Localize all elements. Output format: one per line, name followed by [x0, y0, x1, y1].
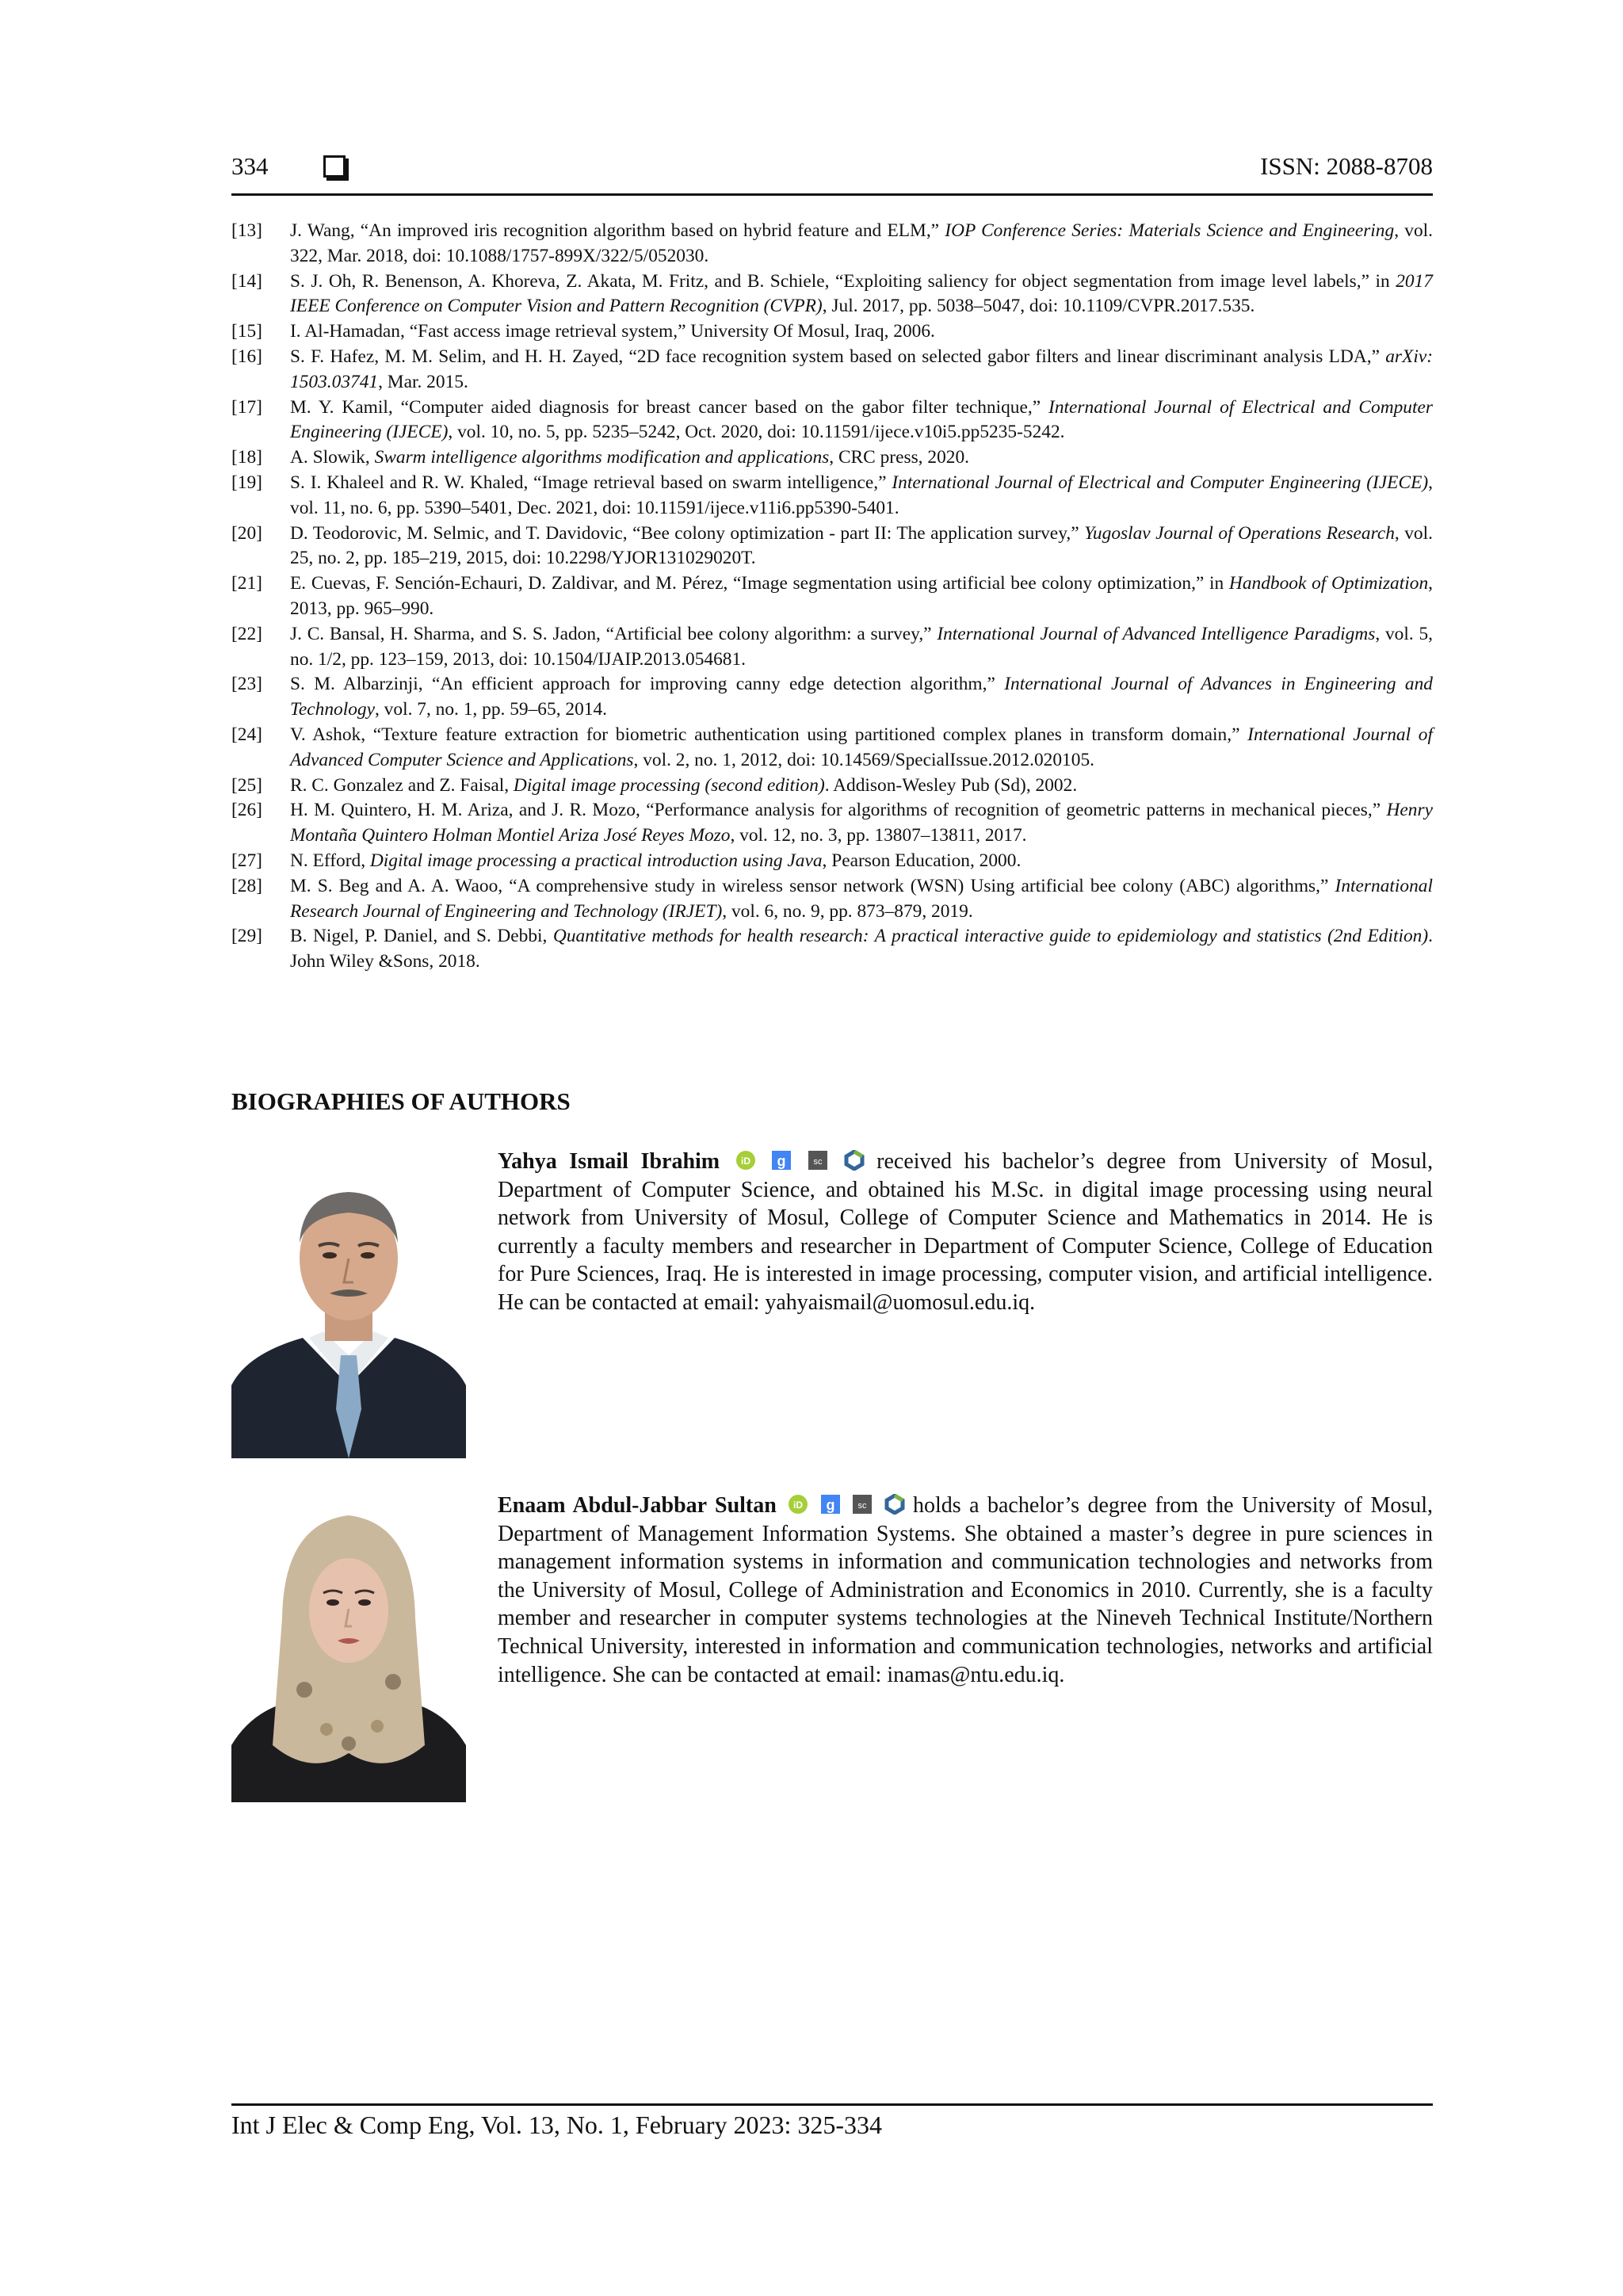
reference-text	[290, 672, 1433, 723]
issn-label: ISSN: 2088-8708	[1260, 152, 1433, 180]
page-footer: Int J Elec & Comp Eng, Vol. 13, No. 1, February 2023: 325-334	[231, 2103, 1433, 2140]
publons-icon[interactable]	[844, 1150, 865, 1171]
reference-number: [22]	[231, 623, 262, 644]
reference-segment: M. Y. Kamil, “Computer aided diagnosis for breast cancer based on the gabor filter technique,”	[290, 396, 1049, 418]
reference-segment: , vol. 6, no. 9, pp. 873–879, 2019.	[722, 900, 973, 922]
reference-segment: H. M. Quintero, H. M. Ariza, and J. R. Mozo, “Performance analysis for algorithms of recognition of geometric patterns in mechanical pieces,”	[290, 800, 1387, 821]
reference-text	[290, 319, 1433, 345]
reference-segment: . Addison-Wesley Pub (Sd), 2002.	[824, 774, 1078, 796]
reference-number: [29]	[231, 926, 262, 947]
svg-text:sc: sc	[857, 1501, 867, 1511]
reference-number: [25]	[231, 774, 262, 796]
reference-item	[231, 874, 1433, 925]
reference-segment: . John Wiley &Sons, 2018.	[290, 926, 1434, 972]
reference-number: [15]	[231, 321, 262, 342]
reference-italic-segment: 2017 IEEE Conference on Computer Vision and Pattern Recognition (CVPR)	[290, 270, 1433, 317]
reference-number: [27]	[231, 850, 262, 871]
reference-number: [23]	[231, 674, 262, 695]
reference-italic-segment: Henry Montaña Quintero Holman Montiel Ariza José Reyes Mozo	[290, 800, 1433, 846]
reference-item	[231, 471, 1433, 521]
reference-item	[231, 672, 1433, 723]
reference-item	[231, 924, 1433, 975]
reference-item	[231, 445, 1433, 471]
reference-segment: J. Wang, “An improved iris recognition algorithm based on hybrid feature and ELM,”	[290, 220, 945, 241]
reference-italic-segment: International Journal of Electrical and Computer Engineering (IJECE)	[290, 396, 1433, 443]
author-name-2: Enaam Abdul-Jabbar Sultan	[498, 1493, 777, 1518]
reference-segment: E. Cuevas, F. Sención-Echauri, D. Zaldivar, and M. Pérez, “Image segmentation using artificial bee colony optimization,” in	[290, 573, 1229, 594]
author-bio-2	[231, 1492, 1433, 1802]
reference-segment: S. F. Hafez, M. M. Selim, and H. H. Zayed, “2D face recognition system based on selected gabor filters and linear discriminant analysis LDA,”	[290, 346, 1386, 367]
reference-italic-segment: International Journal of Advanced Computer Science and Applications	[290, 724, 1433, 770]
reference-italic-segment: International Journal of Electrical and Computer Engineering (IJECE)	[892, 472, 1429, 493]
reference-segment: , vol. 25, no. 2, pp. 185–219, 2015, doi: 10.2298/YJOR131029020T.	[290, 522, 1433, 569]
reference-segment: R. C. Gonzalez and Z. Faisal,	[290, 774, 514, 796]
biographies-heading: BIOGRAPHIES OF AUTHORS	[231, 1087, 571, 1115]
reference-text	[290, 219, 1433, 269]
author-name-1: Yahya Ismail Ibrahim	[498, 1149, 720, 1174]
reference-item	[231, 345, 1433, 395]
scopus-icon[interactable]	[808, 1150, 828, 1171]
reference-segment: , CRC press, 2020.	[829, 447, 970, 468]
reference-italic-segment: Digital image processing a practical introduction using Java	[369, 850, 823, 871]
reference-segment: , vol. 2, no. 1, 2012, doi: 10.14569/SpecialIssue.2012.020105.	[633, 749, 1094, 770]
reference-text	[290, 395, 1433, 446]
reference-segment: S. I. Khaleel and R. W. Khaled, “Image retrieval based on swarm intelligence,”	[290, 472, 892, 493]
reference-item	[231, 521, 1433, 572]
reference-segment: S. J. Oh, R. Benenson, A. Khoreva, Z. Akata, M. Fritz, and B. Schiele, “Exploiting saliency for object segmentation from image level labels,” in	[290, 270, 1396, 292]
reference-segment: , Mar. 2015.	[378, 371, 468, 392]
reference-number: [20]	[231, 522, 262, 544]
reference-text	[290, 849, 1433, 874]
author-bio-text-2	[498, 1492, 1433, 1689]
reference-text	[290, 723, 1433, 774]
author-bio-text-1	[498, 1148, 1433, 1317]
author-photo-2	[231, 1492, 466, 1802]
page-header	[231, 152, 1433, 196]
reference-text	[290, 798, 1433, 849]
page-number: 334	[231, 152, 269, 180]
reference-segment: B. Nigel, P. Daniel, and S. Debbi,	[290, 926, 553, 947]
reference-segment: , Jul. 2017, pp. 5038–5047, doi: 10.1109/CVPR.2017.535.	[822, 296, 1255, 317]
reference-text	[290, 445, 1433, 471]
reference-italic-segment: Quantitative methods for health research: A practical interactive guide to epidemiology and statistics (2nd Edition)	[552, 926, 1429, 947]
reference-text	[290, 471, 1433, 521]
reference-number: [24]	[231, 724, 262, 745]
svg-text:sc: sc	[813, 1157, 823, 1167]
svg-text:iD: iD	[740, 1156, 750, 1167]
publons-icon[interactable]	[884, 1494, 905, 1515]
reference-segment: , vol. 7, no. 1, pp. 59–65, 2014.	[374, 699, 608, 720]
reference-text	[290, 924, 1433, 975]
reference-segment: , vol. 11, no. 6, pp. 5390–5401, Dec. 2021, doi: 10.11591/ijece.v11i6.pp5390-5401.	[290, 472, 1434, 518]
reference-number: [14]	[231, 270, 262, 292]
reference-segment: , vol. 322, Mar. 2018, doi: 10.1088/1757-899X/322/5/052030.	[290, 220, 1434, 266]
scopus-icon[interactable]	[852, 1494, 873, 1515]
reference-item	[231, 622, 1433, 673]
reference-number: [13]	[231, 220, 262, 241]
reference-segment: , vol. 10, no. 5, pp. 5235–5242, Oct. 2020, doi: 10.11591/ijece.v10i5.pp5235-5242.	[448, 422, 1065, 443]
reference-item	[231, 269, 1433, 320]
reference-italic-segment: Swarm intelligence algorithms modification and applications	[374, 447, 830, 468]
author-photo-1	[231, 1148, 466, 1458]
reference-segment: V. Ashok, “Texture feature extraction for biometric authentication using partitioned complex planes in transform domain,”	[290, 724, 1248, 745]
reference-item	[231, 774, 1433, 799]
reference-item	[231, 798, 1433, 849]
svg-text:g: g	[777, 1153, 786, 1169]
reference-text	[290, 345, 1433, 395]
reference-list	[231, 219, 1433, 975]
reference-text	[290, 571, 1433, 622]
reference-segment: N. Efford,	[290, 850, 370, 871]
reference-segment: J. C. Bansal, H. Sharma, and S. S. Jadon, “Artificial bee colony algorithm: a survey,”	[290, 623, 938, 644]
reference-item	[231, 849, 1433, 874]
reference-number: [18]	[231, 447, 262, 468]
reference-text	[290, 521, 1433, 572]
svg-text:g: g	[826, 1497, 835, 1513]
reference-italic-segment: IOP Conference Series: Materials Science and Engineering	[945, 220, 1395, 241]
reference-segment: , 2013, pp. 965–990.	[290, 573, 1433, 619]
reference-text	[290, 874, 1433, 925]
orcid-icon[interactable]	[788, 1494, 808, 1515]
reference-italic-segment: International Journal of Advanced Intelligence Paradigms	[937, 623, 1376, 644]
reference-italic-segment: arXiv: 1503.03741	[290, 346, 1433, 392]
reference-segment: D. Teodorovic, M. Selmic, and T. Davidovic, “Bee colony optimization - part II: The application survey,”	[290, 522, 1085, 544]
reference-segment: A. Slowik,	[290, 447, 375, 468]
reference-segment: I. Al-Hamadan, “Fast access image retrieval system,” University Of Mosul, Iraq, 2006.	[290, 321, 935, 342]
reference-segment: S. M. Albarzinji, “An efficient approach for improving canny edge detection algorithm,”	[290, 674, 1005, 695]
reference-number: [19]	[231, 472, 262, 493]
reference-text	[290, 622, 1433, 673]
reference-segment: , vol. 5, no. 1/2, pp. 123–159, 2013, doi: 10.1504/IJAIP.2013.054681.	[290, 623, 1433, 670]
reference-number: [28]	[231, 875, 262, 896]
reference-item	[231, 723, 1433, 774]
reference-italic-segment: International Research Journal of Engineering and Technology (IRJET)	[290, 875, 1433, 922]
reference-text	[290, 774, 1433, 799]
svg-text:iD: iD	[793, 1499, 804, 1511]
reference-number: [16]	[231, 346, 262, 367]
google-scholar-icon[interactable]	[820, 1494, 841, 1515]
reference-segment: , vol. 12, no. 3, pp. 13807–13811, 2017.	[730, 825, 1027, 846]
reference-item	[231, 395, 1433, 446]
reference-segment: M. S. Beg and A. A. Waoo, “A comprehensive study in wireless sensor network (WSN) Using artificial bee colony (ABC) algorithms,”	[290, 875, 1335, 896]
reference-text	[290, 269, 1433, 320]
author-bio-1	[231, 1148, 1433, 1458]
reference-item	[231, 219, 1433, 269]
reference-italic-segment: Yugoslav Journal of Operations Research	[1084, 522, 1395, 544]
reference-italic-segment: Handbook of Optimization	[1228, 573, 1429, 594]
reference-number: [17]	[231, 396, 262, 418]
reference-segment: , Pearson Education, 2000.	[822, 850, 1022, 871]
reference-number: [21]	[231, 573, 262, 594]
reference-item	[231, 571, 1433, 622]
orcid-icon[interactable]	[735, 1150, 756, 1171]
reference-number: [26]	[231, 800, 262, 821]
google-scholar-icon[interactable]	[771, 1150, 792, 1171]
checkbox-square-icon	[323, 155, 346, 178]
reference-italic-segment: Digital image processing (second edition)	[513, 774, 825, 796]
author-bio-body-2: holds a bachelor’s degree from the University of Mosul, Department of Management Information Systems. She obtained a master’s degree in pure sciences in management information systems in information and communication technologies and networks from the University of Mosul, College of Administration and Economics in 2010. Currently, she is a faculty member and researcher in computer systems technologies at the Nineveh Technical Institute/Northern Technical University, interested in information and communication technologies, networks and artificial intelligence. She can be contacted at email: inamas@ntu.edu.iq.	[498, 1493, 1434, 1687]
reference-item	[231, 319, 1433, 345]
author-bio-body-1: received his bachelor’s degree from University of Mosul, Department of Computer Science, and obtained his M.Sc. in digital image processing using neural network from University of Mosul, College of Computer Science and Mathematics in 2014. He is currently a faculty members and researcher in Department of Computer Science, College of Education for Pure Sciences, Iraq. He is interested in image processing, computer vision, and artificial intelligence. He can be contacted at email: yahyaismail@uomosul.edu.iq.	[498, 1149, 1434, 1315]
reference-italic-segment: International Journal of Advances in Engineering and Technology	[290, 674, 1433, 720]
